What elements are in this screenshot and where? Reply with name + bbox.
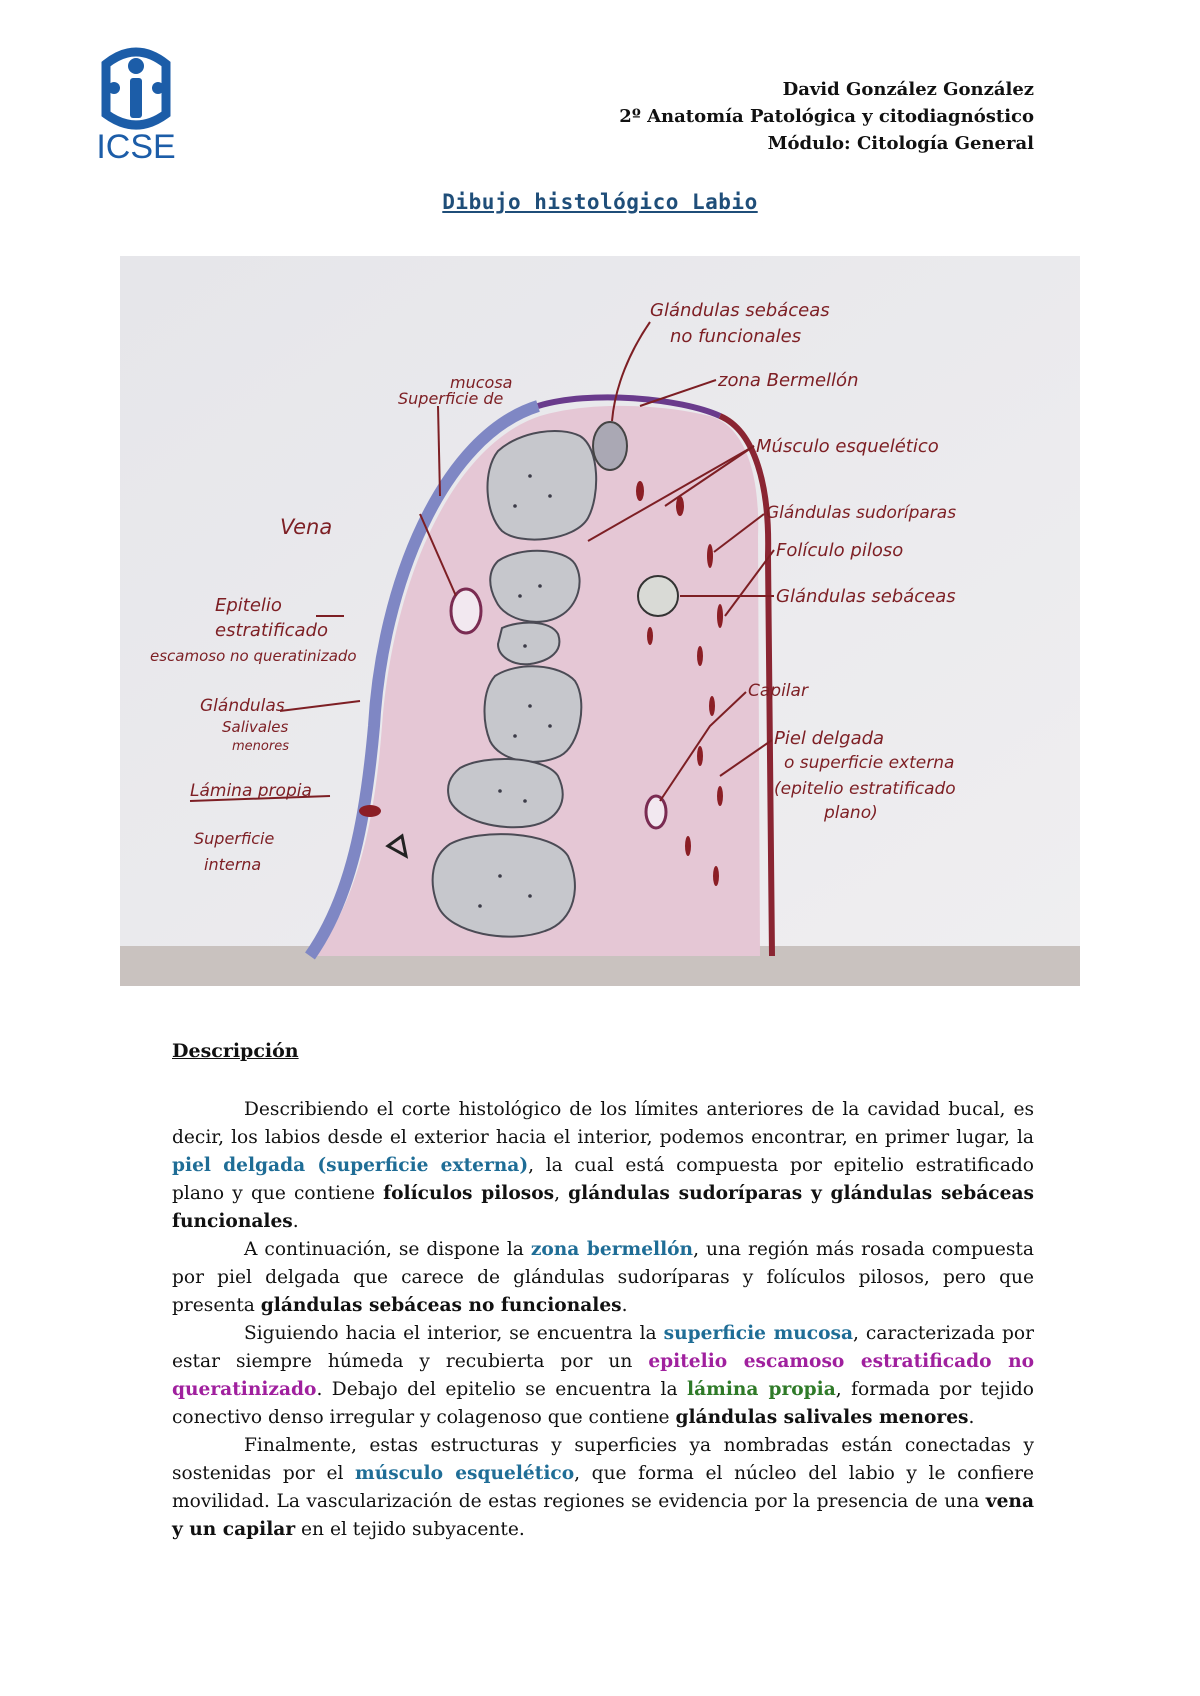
svg-text:Superficie de: Superficie de (398, 389, 504, 408)
svg-text:menores: menores (232, 739, 289, 754)
svg-text:Glándulas sudoríparas: Glándulas sudoríparas (766, 503, 957, 523)
svg-text:o superficie externa: o superficie externa (784, 753, 955, 773)
description-heading: Descripción (172, 1040, 299, 1062)
course-name: 2º Anatomía Patológica y citodiagnóstico (619, 106, 1034, 127)
svg-text:mucosa: mucosa (450, 373, 513, 392)
histology-drawing-photo (120, 256, 1080, 986)
svg-text:Folículo piloso: Folículo piloso (776, 540, 904, 561)
svg-text:Capilar: Capilar (748, 681, 808, 701)
svg-text:estratificado: estratificado (215, 620, 328, 641)
svg-text:Epitelio: Epitelio (215, 595, 282, 616)
description-body (172, 1096, 1034, 1544)
paragraph-3: Siguiendo hacia el interior, se encuentra la superficie mucosa, caracterizada por estar siempre húmeda y recubierta por un epitelio escamoso estratificado no queratinizado. Debajo del epitelio se encuentra la lámina propia, formada por tejido conectivo denso irregular y colagenoso que contiene glándulas salivales menores. (172, 1323, 1034, 1428)
header-info (619, 76, 1034, 157)
svg-text:Glándulas: Glándulas (200, 696, 285, 716)
svg-text:Lámina propia: Lámina propia (190, 781, 312, 801)
svg-text:interna: interna (204, 855, 262, 874)
svg-text:Superficie: Superficie (194, 829, 275, 848)
svg-text:escamoso no queratinizado: escamoso no queratinizado (150, 647, 357, 665)
document-title: Dibujo histológico Labio (442, 190, 758, 214)
svg-text:Glándulas sebáceas: Glándulas sebáceas (776, 586, 956, 607)
paragraph-2: A continuación, se dispone la zona bermellón, una región más rosada compuesta por piel delgada que carece de glándulas sudoríparas y folículos pilosos, pero que presenta glándulas sebáceas no funcionales. (172, 1239, 1034, 1316)
svg-text:Músculo esquelético: Músculo esquelético (756, 436, 939, 457)
svg-text:Piel delgada: Piel delgada (774, 728, 885, 749)
paragraph-4: Finalmente, estas estructuras y superficies ya nombradas están conectadas y sostenidas por el músculo esquelético, que forma el núcleo del labio y le confiere movilidad. La vascularización de estas regiones se evidencia por la presencia de una vena y un capilar en el tejido subyacente. (172, 1435, 1034, 1540)
svg-text:zona Bermellón: zona Bermellón (718, 370, 859, 391)
svg-text:Glándulas sebáceas: Glándulas sebáceas (650, 300, 830, 321)
author-name: David González González (782, 79, 1034, 100)
svg-text:no funcionales: no funcionales (670, 326, 802, 347)
svg-text:ICSE: ICSE (96, 128, 176, 166)
svg-text:(epitelio estratificado: (epitelio estratificado (774, 779, 956, 799)
svg-text:Vena: Vena (280, 515, 333, 539)
icse-logo (88, 44, 184, 166)
svg-text:plano): plano) (824, 803, 878, 823)
module-name: Módulo: Citología General (767, 133, 1034, 154)
svg-text:Salivales: Salivales (222, 718, 289, 736)
paragraph-1: Describiendo el corte histológico de los límites anteriores de la cavidad bucal, es decir, los labios desde el exterior hacia el interior, podemos encontrar, en primer lugar, la piel delgada (superficie externa), la cual está compuesta por epitelio estratificado plano y que contiene folículos pilosos, glándulas sudoríparas y glándulas sebáceas funcionales. (172, 1099, 1035, 1232)
